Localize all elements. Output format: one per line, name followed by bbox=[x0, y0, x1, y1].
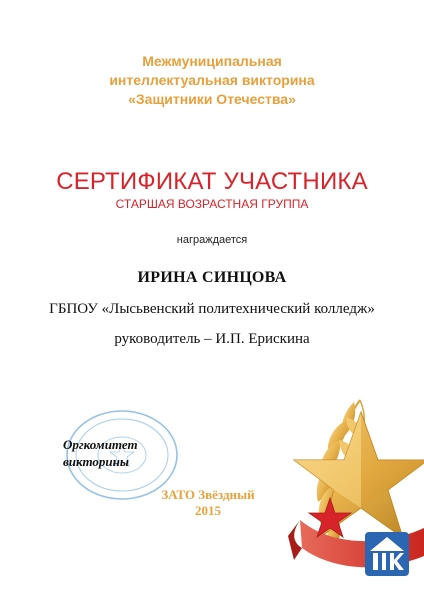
recipient-name: ИРИНА СИНЦОВА bbox=[137, 269, 287, 286]
awarded-label: награждается bbox=[176, 234, 248, 246]
school-name: ГБПОУ «Лысьвенский политехнический колледж» bbox=[49, 301, 375, 317]
gold-star-icon bbox=[294, 412, 424, 538]
age-group: СТАРШАЯ ВОЗРАСТНАЯ ГРУППА bbox=[115, 197, 309, 211]
contest-title-line: интеллектуальная викторина bbox=[109, 72, 315, 88]
contest-title-line: «Защитники Отечества» bbox=[128, 91, 296, 107]
place-and-year bbox=[118, 487, 298, 519]
organizer-signature bbox=[63, 436, 138, 470]
organizer-line: викторины bbox=[63, 454, 129, 469]
organizer-line: Оргкомитет bbox=[63, 437, 138, 452]
contest-title bbox=[0, 52, 424, 109]
year: 2015 bbox=[195, 503, 221, 518]
contest-title-line: Межмуниципальная bbox=[142, 53, 282, 69]
place-name: ЗАТО Звёздный bbox=[161, 487, 255, 502]
certificate-title: СЕРТИФИКАТ УЧАСТНИКА bbox=[56, 168, 368, 195]
college-logo-icon bbox=[364, 531, 410, 577]
supervisor: руководитель – И.П. Ерискина bbox=[114, 331, 310, 347]
